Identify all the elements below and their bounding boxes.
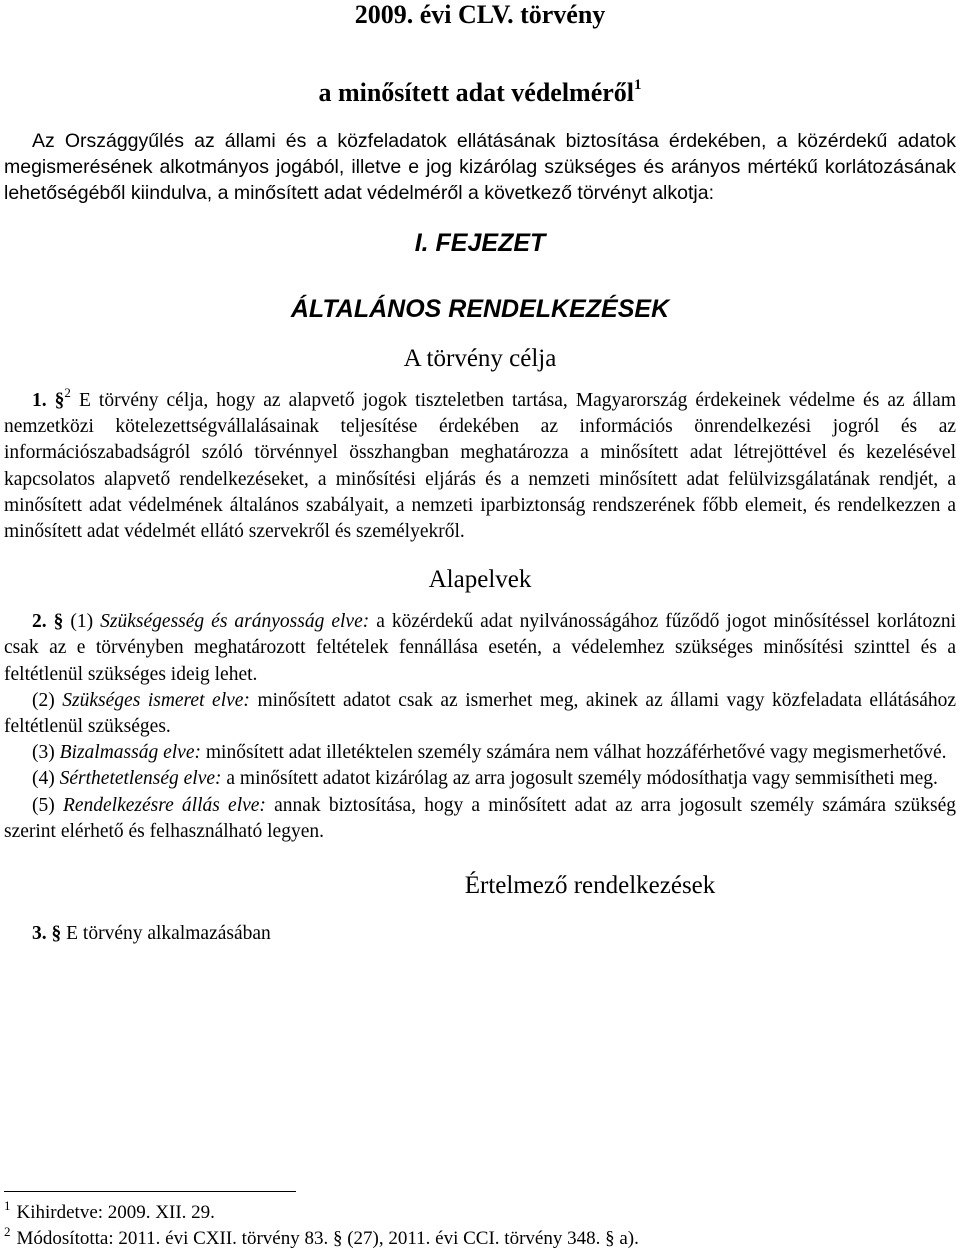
chapter-number: I. FEJEZET — [414, 229, 546, 257]
item-number: (2) — [32, 689, 55, 711]
footnotes — [4, 1200, 639, 1252]
footnote-number: 2 — [4, 1224, 11, 1239]
item-number: (3) — [32, 742, 55, 764]
section3-heading: Értelmező rendelkezések — [464, 872, 716, 900]
preamble: Az Országgyűlés az állami és a közfeladatok ellátásának biztosítása érdekében, a közérdekű adatok megismerésének alkotmányos jogából, illetve e jog kizárólag szükséges és arányos mértékű korlátozásának lehetőségéből kiindulva, a minősített adat védelméről a következő törvényt alkotja: — [4, 130, 956, 204]
item-number: (4) — [32, 768, 55, 790]
law-title: 2009. évi CLV. törvény — [354, 0, 606, 29]
principle-term: Szükséges ismeret elve: — [62, 689, 250, 711]
section3-number: 3. § — [32, 923, 62, 945]
section3-text: E törvény alkalmazásában — [66, 923, 271, 945]
footnote-text: Módosította: 2011. évi CXII. törvény 83. § (27), 2011. évi CCI. törvény 348. § a). — [16, 1228, 639, 1249]
section1-paragraph — [4, 385, 956, 545]
principle-text: annak biztosítása, hogy a minősített adat az arra jogosult személy számára szükség szerint elérhető és felhasználható legyen. — [4, 794, 956, 842]
principle-term: Rendelkezésre állás elve: — [62, 794, 266, 816]
section1-text: E törvény célja, hogy az alapvető jogok tiszteletben tartása, Magyarország érdekeinek védelme és az állam nemzetközi kötelezettségvállalásainak teljesítése érdekében az információs önrendelkezési jogról és az információszabadságról szóló törvénnyel összhangban meghatározza a minősített adat létrejöttével és kezelésével kapcsolatos alapvető rendelkezéseket, a minősítési eljárás és a nemzeti minősített adat felülvizsgálatának rendjét, a minősített adat védelmének általános szabályait, a nemzeti iparbiztonság rendszerének főbb elemeit, és rendelkezzen a minősített adat védelmét ellátó szervekről és személyekről. — [4, 390, 956, 543]
item-number: (1) — [70, 611, 94, 633]
law-subtitle-text: a minősített adat védelméről — [318, 78, 635, 107]
law-subtitle — [4, 78, 956, 108]
footnote-text: Kihirdetve: 2009. XII. 29. — [16, 1202, 215, 1223]
footnote-2 — [4, 1226, 639, 1252]
principle-text: a közérdekű adat nyilvánosságához fűződő jogot minősítéssel korlátozni csak az e törvényben meghatározott feltételek fennállása esetén, a védelemhez szükséges minősítési szinttel és a feltétlenül szükséges ideig lehet. — [4, 611, 957, 685]
principle-text: a minősített adatot kizárólag az arra jogosult személy módosíthatja vagy semmisítheti meg. — [226, 768, 938, 790]
principle-term: Szükségesség és arányosság elve: — [100, 611, 370, 633]
footnote-divider — [4, 1191, 296, 1192]
section2-item-2 — [4, 688, 956, 740]
section2-heading: Alapelvek — [428, 566, 532, 594]
section2-item-3 — [4, 740, 956, 766]
footnote-ref-1[interactable]: 1 — [634, 77, 642, 93]
footnote-number: 1 — [4, 1198, 11, 1213]
chapter-title: ÁLTALÁNOS RENDELKEZÉSEK — [290, 295, 670, 323]
section2-item-5 — [4, 793, 956, 845]
section2-item-4 — [4, 766, 956, 792]
section1-number: 1. § — [32, 390, 65, 411]
item-number: (5) — [32, 794, 55, 816]
principle-term: Sérthetetlenség elve: — [59, 768, 222, 790]
footnote-1 — [4, 1200, 639, 1226]
principle-term: Bizalmasság elve: — [59, 742, 201, 764]
section2-number: 2. § — [32, 611, 64, 633]
section1-heading: A törvény célja — [403, 345, 557, 372]
principle-text: minősített adat illetéktelen személy számára nem válhat hozzáférhetővé vagy megismerhetővé. — [205, 742, 947, 764]
section2-item-1 — [4, 609, 956, 688]
footnote-ref-2[interactable]: 2 — [64, 385, 71, 400]
section3-paragraph — [4, 921, 956, 947]
principle-text: minősített adatot csak az ismerhet meg, akinek az állami vagy közfeladata ellátásához feltétlenül szükséges. — [4, 689, 957, 738]
